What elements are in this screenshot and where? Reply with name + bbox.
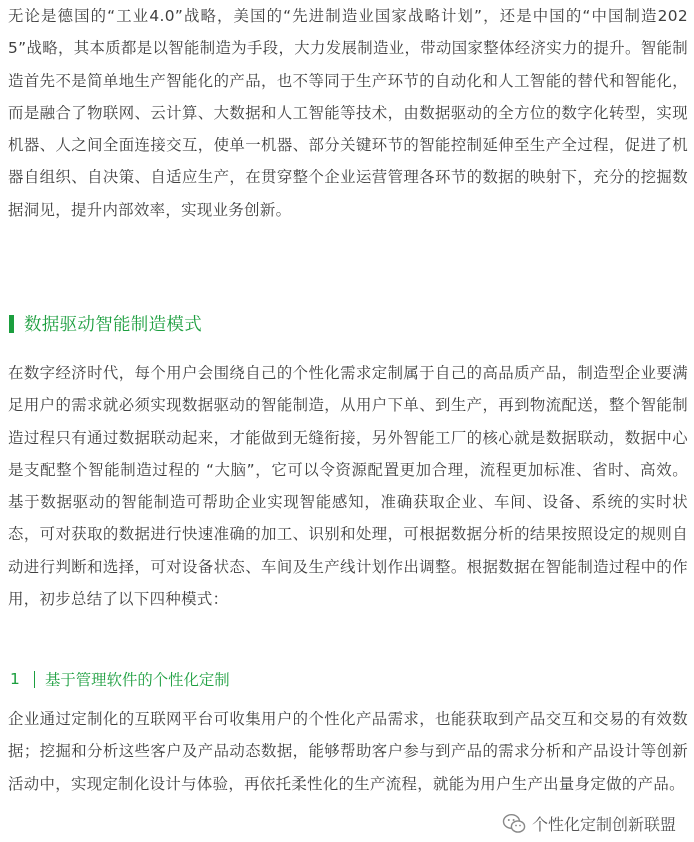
sub-heading-title: 基于管理软件的个性化定制 bbox=[45, 671, 230, 689]
watermark bbox=[498, 812, 680, 835]
sub-heading bbox=[10, 668, 230, 690]
sub-heading-divider bbox=[34, 671, 35, 688]
watermark-text: 个性化定制创新联盟 bbox=[531, 815, 676, 834]
mode-1-paragraph: 企业通过定制化的互联网平台可收集用户的个性化产品需求，也能获取到产品交互和交易的有效数据；挖掘和分析这些客户及产品动态数据，能够帮助客户参与到产品的需求分析和产品设计等创新活动中，实现定制化设计与体验，再依托柔性化的生产流程，就能为用户生产出量身定做的产品。 bbox=[8, 710, 688, 793]
heading-accent-bar bbox=[9, 315, 14, 333]
wechat-icon bbox=[502, 813, 526, 835]
section-heading-text: 数据驱动智能制造模式 bbox=[24, 315, 202, 335]
intro-paragraph: 无论是德国的“工业4.0”战略，美国的“先进制造业国家战略计划”，还是中国的“中国制造2025”战略，其本质都是以智能制造为手段，大力发展制造业，带动国家整体经济实力的提升。智能制造首先不是简单地生产智能化的产品，也不等同于生产环节的自动化和人工智能的替代和智能化，而是融合了物联网、云计算、大数据和人工智能等技术，由数据驱动的全方位的数字化转型，实现机器、人之间全面连接交互，使单一机器、部分关键环节的智能控制延伸至生产全过程，促进了机器自组织、自决策、自适应生产，在贯穿整个企业运营管理各环节的数据的映射下，充分的挖掘数据洞见，提升内部效率，实现业务创新。 bbox=[8, 7, 688, 219]
sub-heading-number: 1 bbox=[10, 670, 20, 688]
section-heading bbox=[9, 311, 202, 336]
data-driven-paragraph: 在数字经济时代，每个用户会围绕自己的个性化需求定制属于自己的高品质产品，制造型企业要满足用户的需求就必须实现数据驱动的智能制造，从用户下单、到生产，再到物流配送，整个智能制造过程只有通过数据联动起来，才能做到无缝衔接，另外智能工厂的核心就是数据联动，数据中心是支配整个智能制造过程的 “大脑”，它可以令资源配置更加合理，流程更加标准、省时、高效。基于数据驱动的智能制造可帮助企业实现智能感知，准确获取企业、车间、设备、系统的实时状态，可对获取的数据进行快速准确的加工、识别和处理，可根据数据分析的结果按照设定的规则自动进行判断和选择，可对设备状态、车间及生产线计划作出调整。根据数据在智能制造过程中的作用，初步总结了以下四种模式： bbox=[8, 364, 688, 609]
